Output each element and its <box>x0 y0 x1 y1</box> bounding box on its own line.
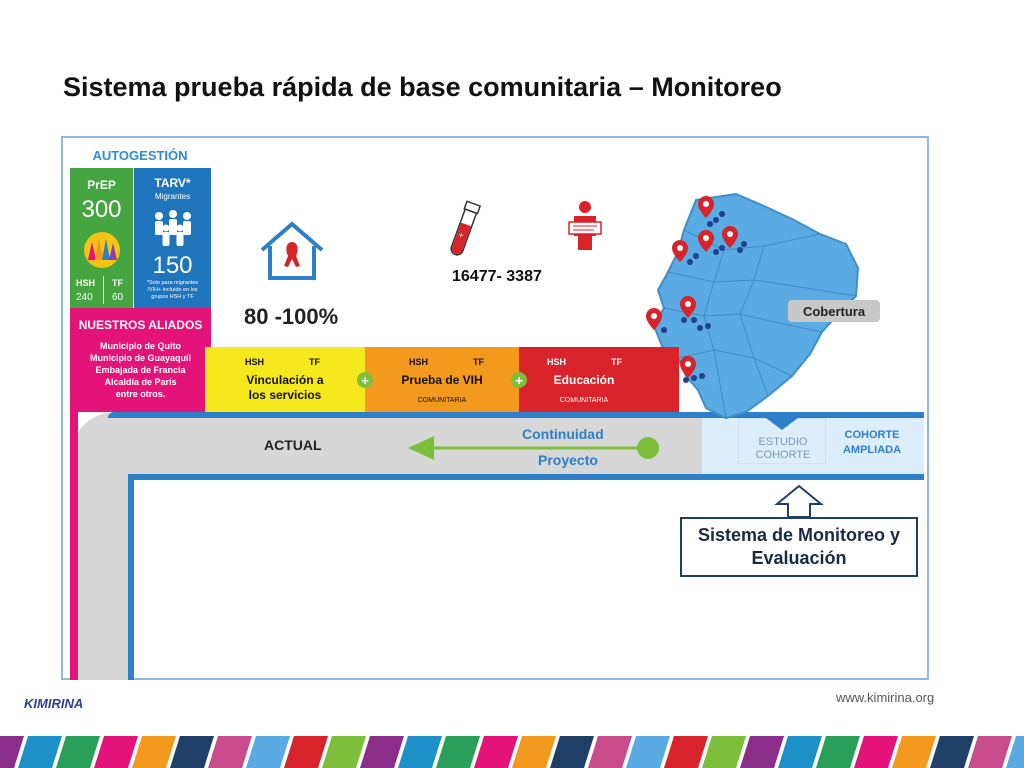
stripe-segment <box>246 736 290 768</box>
aliados-list <box>70 340 211 400</box>
stage-label: Prueba de VIH <box>401 373 483 387</box>
road-inner-line-vertical <box>128 474 134 680</box>
autogestion-heading: AUTOGESTIÓN <box>92 148 188 163</box>
page-title: Sistema prueba rápida de base comunitaria – Monitoreo <box>63 72 782 102</box>
prep-tf-label: TF <box>112 278 123 288</box>
prep-value: 300 <box>81 196 122 223</box>
decorative-stripe <box>0 736 1024 768</box>
stripe-segment <box>94 736 138 768</box>
prep-hsh-label: HSH <box>76 278 96 288</box>
stripe-segment <box>968 736 1012 768</box>
stripe-segment <box>56 736 100 768</box>
stage-tf-label: TF <box>611 357 622 367</box>
aliado-item: Alcaldía de París <box>104 377 177 387</box>
stripe-segment <box>436 736 480 768</box>
aliado-item: Embajada de Francia <box>95 365 186 375</box>
stripe-segment <box>512 736 556 768</box>
educator-icon <box>566 200 604 252</box>
house-ribbon-icon <box>258 220 326 282</box>
stage-tf-label: TF <box>309 357 320 367</box>
stage-prueba-vih <box>365 347 519 412</box>
stage-sub: COMUNITARIA <box>417 397 467 404</box>
stripe-segment <box>208 736 252 768</box>
stripe-segment <box>626 736 670 768</box>
stripe-segment <box>854 736 898 768</box>
estudio-cohorte-label: ESTUDIO COHORTE <box>755 436 811 461</box>
stage-label: Educación <box>553 373 615 387</box>
road-actual-label: ACTUAL <box>264 437 322 453</box>
stage-educacion <box>519 347 679 412</box>
stage-hsh-label: HSH <box>245 357 265 367</box>
aliados-heading: NUESTROS ALIADOS <box>78 318 203 332</box>
pink-strip <box>70 412 78 680</box>
aliado-item: entre otros. <box>115 389 166 399</box>
stripe-segment <box>170 736 214 768</box>
stage-hsh-label: HSH <box>547 357 567 367</box>
stripe-segment <box>284 736 328 768</box>
stage-label: Vinculación a los servicios <box>246 373 324 402</box>
tarv-note: *Solo para migrantes /VIH+ incluido en los grupos HSH y TF <box>146 280 199 300</box>
prep-divider <box>103 276 104 304</box>
aliados-card <box>70 308 211 412</box>
road-inner-line <box>128 474 924 480</box>
monitoreo-box: Sistema de Monitoreo y Evaluación <box>680 517 918 577</box>
stage-vinculacion <box>205 347 365 412</box>
stripe-segment <box>398 736 442 768</box>
plus-icon: + <box>357 372 373 388</box>
stripe-segment <box>740 736 784 768</box>
test-tube-icon <box>444 200 484 262</box>
prep-tf-value: 60 <box>112 292 124 303</box>
people-group-icon <box>152 208 194 248</box>
stripe-segment <box>930 736 974 768</box>
road-proyecto-label: Proyecto <box>538 452 598 468</box>
footer-url: www.kimirina.org <box>836 690 935 705</box>
stripe-segment <box>322 736 366 768</box>
stripe-segment <box>18 736 62 768</box>
house-percent: 80 -100% <box>244 304 339 329</box>
cobertura-label: Cobertura <box>788 300 880 322</box>
aliado-item: Municipio de Guayaquil <box>89 353 191 363</box>
stripe-segment <box>664 736 708 768</box>
stripe-segment <box>892 736 936 768</box>
aliado-item: Municipio de Quito <box>100 341 181 351</box>
cohorte-ampliada-label: COHORTE AMPLIADA <box>842 429 902 456</box>
tests-count: 16477- 3387 <box>452 268 542 285</box>
stripe-segment <box>132 736 176 768</box>
tarv-sub: Migrantes <box>154 192 191 201</box>
road-continuidad-label: Continuidad <box>522 426 604 442</box>
prep-hsh-value: 240 <box>76 292 93 303</box>
stripe-segment <box>360 736 404 768</box>
prep-label: PrEP <box>87 178 116 192</box>
stage-sub: COMUNITARIA <box>559 397 609 404</box>
stage-tf-label: TF <box>473 357 484 367</box>
plus-icon: + <box>511 372 527 388</box>
stage-hsh-label: HSH <box>409 357 429 367</box>
down-notch-icon <box>766 418 798 430</box>
prep-card <box>70 168 133 308</box>
stripe-segment <box>550 736 594 768</box>
up-arrow-icon <box>774 484 824 518</box>
stripe-segment <box>778 736 822 768</box>
kimirina-logo: KIMIRINA <box>24 696 84 711</box>
stripe-segment <box>588 736 632 768</box>
tarv-card <box>134 168 211 308</box>
stripe-segment <box>816 736 860 768</box>
svg-text:+: + <box>456 230 466 241</box>
rainbow-hands-icon <box>82 230 122 270</box>
stripe-segment <box>702 736 746 768</box>
tarv-label: TARV* <box>154 176 191 190</box>
stripe-segment <box>474 736 518 768</box>
tarv-value: 150 <box>152 252 193 279</box>
